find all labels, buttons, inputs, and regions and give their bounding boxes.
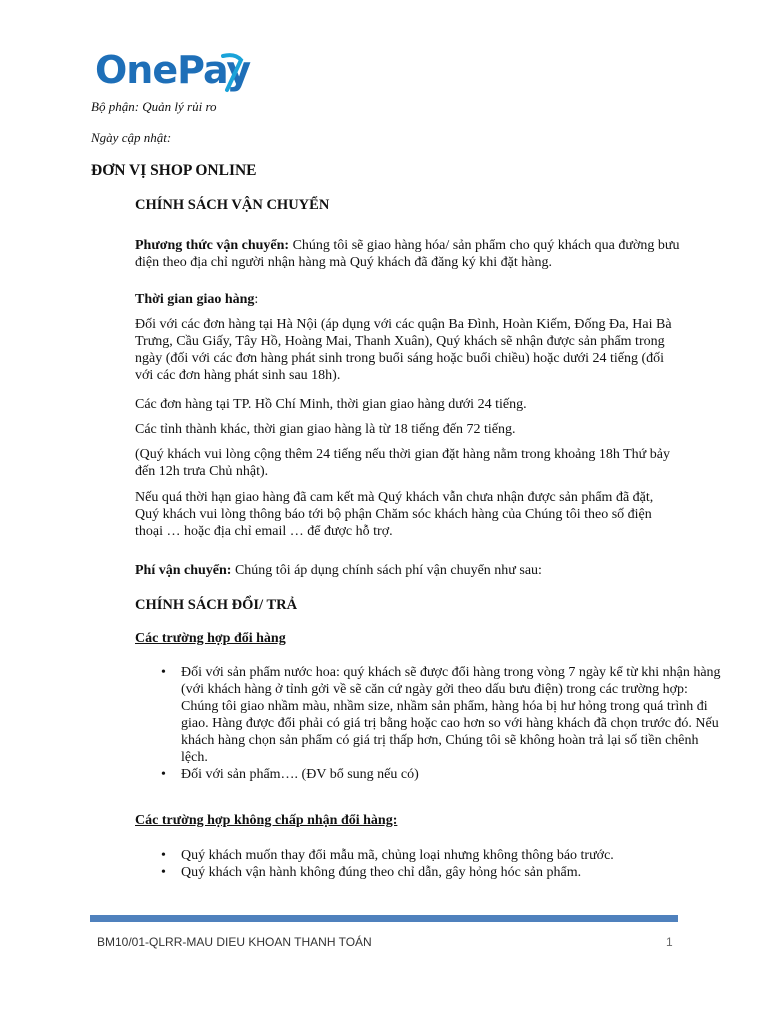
shipping-fee-text: Chúng tôi áp dụng chính sách phí vận chuyển như sau: (231, 563, 542, 578)
shipping-method-text: Chúng tôi sẽ giao hàng hóa/ sản phẩm cho quý khách qua đường bưu điện theo địa chỉ người nhận hàng mà Quý khách đã đăng ký khi đặt hàng. (135, 238, 680, 270)
shipping-method-label: Phương thức vận chuyển: (135, 238, 290, 253)
list-item: • Đối với sản phẩm…. (ĐV bổ sung nếu có) (181, 766, 726, 783)
exchange-cases-heading-line (135, 630, 680, 647)
returns-policy-heading: CHÍNH SÁCH ĐỔI/ TRẢ (135, 597, 298, 613)
non-exchange-cases-list (135, 847, 726, 881)
non-exchange-cases-heading-line (135, 812, 680, 829)
footer-document-code: BM10/01-QLRR-MAU DIEU KHOAN THANH TOÁN (97, 935, 372, 949)
list-item: • Đối với sản phẩm nước hoa: quý khách sẽ được đổi hàng trong vòng 7 ngày kể từ khi nhận hàng (với khách hàng ở tỉnh gởi về sẽ căn cứ ngày gởi theo dấu bưu điện) trong các trường hợp: Chúng tôi giao nhầm màu, nhầm size, nhầm sản phẩm, hàng hóa bị hư hỏng trong quá trình đi giao. Hàng được đổi phải có giá trị bằng hoặc cao hơn so với hàng khách đã chọn trước đó. Nếu khách hàng chọn sản phẩm có giá trị thấp hơn, Chúng tôi sẽ không hoàn trả lại số tiền chênh lệch. (181, 664, 726, 766)
delivery-time-label: Thời gian giao hàng (135, 292, 255, 307)
exchange-cases-heading: Các trường hợp đổi hàng (135, 631, 286, 646)
department-line: Bộ phận: Quản lý rủi ro (91, 99, 217, 114)
shipping-fee-label: Phí vận chuyển: (135, 563, 232, 578)
delivery-time-weekend-note: (Quý khách vui lòng cộng thêm 24 tiếng nếu thời gian đặt hàng nằm trong khoảng 18h Thứ bảy đến 12h trưa Chủ nhật). (135, 447, 670, 479)
logo-swoosh-icon (95, 50, 245, 98)
list-item: • Quý khách muốn thay đổi mẫu mã, chủng loại nhưng không thông báo trước. (181, 847, 726, 864)
updated-date-line: Ngày cập nhật: (91, 130, 172, 145)
footer-divider (90, 915, 678, 922)
shipping-fee-paragraph (135, 562, 680, 579)
shipping-policy-heading: CHÍNH SÁCH VẬN CHUYỂN (135, 197, 330, 213)
page-title: ĐƠN VỊ SHOP ONLINE (91, 162, 257, 179)
page-number: 1 (666, 935, 673, 949)
onepay-logo (95, 48, 251, 98)
delivery-late-notice: Nếu quá thời hạn giao hàng đã cam kết mà Quý khách vẫn chưa nhận được sản phẩm đã đặt, Quý khách vui lòng thông báo tới bộ phận Chăm sóc khách hàng của Chúng tôi theo số điện thoại … hoặc địa chỉ email … để được hỗ trợ. (135, 490, 654, 539)
delivery-time-provinces: Các tỉnh thành khác, thời gian giao hàng là từ 18 tiếng đến 72 tiếng. (135, 422, 516, 437)
delivery-time-hanoi: Đối với các đơn hàng tại Hà Nội (áp dụng với các quận Ba Đình, Hoàn Kiếm, Đống Đa, Hai Bà Trưng, Cầu Giấy, Tây Hồ, Hoàng Mai, Thanh Xuân), Quý khách sẽ nhận được sản phẩm trong ngày (đối với các đơn hàng phát sinh trong buổi sáng hoặc buổi chiều) hoặc dưới 24 tiếng (đối với các đơn hàng phát sinh sau 18h). (135, 317, 672, 383)
logo-wordmark: OnePay (95, 48, 251, 92)
list-item: • Quý khách vận hành không đúng theo chỉ dẫn, gây hỏng hóc sản phẩm. (181, 864, 726, 881)
delivery-time-label-line (135, 291, 680, 308)
non-exchange-cases-heading: Các trường hợp không chấp nhận đổi hàng: (135, 813, 398, 828)
delivery-time-colon: : (254, 292, 259, 307)
exchange-cases-list (135, 664, 726, 783)
shipping-method-paragraph (135, 237, 680, 271)
delivery-time-hcm: Các đơn hàng tại TP. Hồ Chí Minh, thời gian giao hàng dưới 24 tiếng. (135, 397, 527, 412)
